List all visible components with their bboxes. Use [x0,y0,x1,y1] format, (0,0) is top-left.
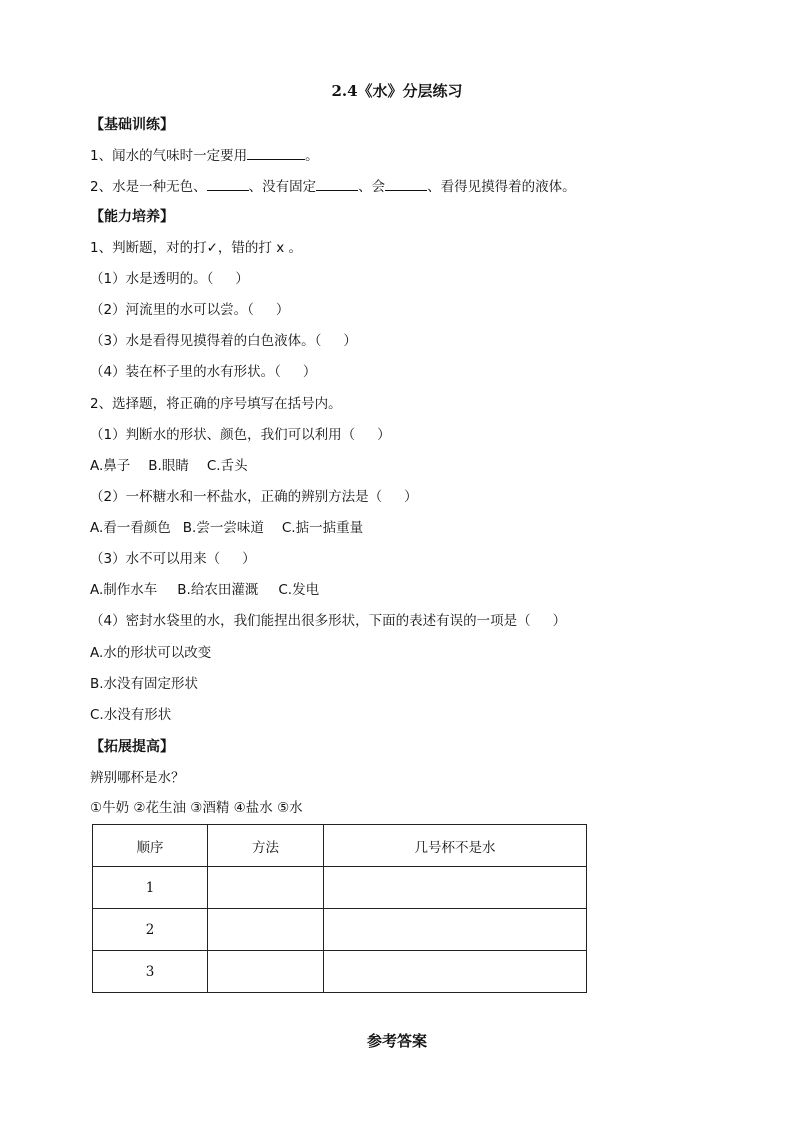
option-b: B.尝一尝味道 [182,520,264,536]
judge-item-2 [90,300,289,320]
choice-intro: 2、选择题，将正确的序号填写在括号内。 [90,396,342,412]
choice-options-2 [90,518,363,538]
option-a: A.制作水车 [90,582,158,598]
table-cell-order: 3 [93,951,208,993]
choice-question-1 [90,425,391,445]
section-heading-ability: 【能力培养】 [90,209,174,225]
table-cell-method[interactable] [208,909,324,951]
table-cell-not-water[interactable] [324,951,587,993]
table-cell-order: 2 [93,909,208,951]
table-header-order: 顺序 [93,825,208,867]
option-b: B.眼睛 [148,458,189,474]
table-row [93,867,587,909]
table-header-method: 方法 [208,825,324,867]
judge-item-1 [90,269,249,289]
table-cell-method[interactable] [208,867,324,909]
paren-close: ） [302,364,317,380]
choice-question-2-text: （2）一杯糖水和一杯盐水，正确的辨别方法是（ [90,489,383,505]
option-c: C.掂一掂重量 [281,520,364,536]
table-cell-method[interactable] [208,951,324,993]
choice-4-option-a: A.水的形状可以改变 [90,645,212,661]
option-a: A.看一看颜色 [90,520,171,536]
basic-question-1 [90,145,319,166]
choice-question-4-text: （4）密封水袋里的水，我们能捏出很多形状，下面的表述有误的一项是（ [90,613,531,629]
table-row [93,951,587,993]
table-header-not-water: 几号杯不是水 [324,825,587,867]
table-cell-order: 1 [93,867,208,909]
page-title: 2.4《水》分层练习 [331,82,463,100]
section-heading-extend: 【拓展提高】 [90,739,174,755]
basic-question-1-text: 1、闻水的气味时一定要用 [90,148,248,164]
basic-question-2-part-d: 、看得见摸得着的液体。 [427,179,576,195]
table-cell-not-water[interactable] [324,909,587,951]
judge-item-1-text: （1）水是透明的。（ [90,271,214,287]
section-heading-basic: 【基础训练】 [90,117,174,133]
table-row [93,909,587,951]
option-c: C.舌头 [206,458,248,474]
choice-4-option-b: B.水没有固定形状 [90,676,199,692]
answer-table [92,824,587,993]
extend-options: ①牛奶 ②花生油 ③酒精 ④盐水 ⑤水 [90,800,303,816]
option-b: B.给农田灌溉 [177,582,259,598]
paren-close: ） [235,271,249,287]
choice-options-1 [90,456,248,476]
paren-close: ） [552,613,567,629]
paren-close: ） [242,551,256,567]
option-a: A.鼻子 [90,458,131,474]
basic-question-2-part-b: 、没有固定 [248,179,317,195]
choice-options-3 [90,580,319,600]
choice-question-1-text: （1）判断水的形状、颜色，我们可以利用（ [90,427,356,443]
basic-question-2-part-c: 、会 [358,179,386,195]
choice-question-4 [90,611,566,631]
answer-blank[interactable] [247,145,305,160]
choice-question-3-text: （3）水不可以用来（ [90,551,221,567]
paren-close: ） [377,427,391,443]
answer-blank[interactable] [207,176,249,191]
table-cell-not-water[interactable] [324,867,587,909]
judge-intro: 1、判断题，对的打✓，错的打 x 。 [90,240,302,256]
paren-close: ） [343,333,357,349]
paren-close: ） [275,302,290,318]
choice-4-option-c: C.水没有形状 [90,707,172,723]
paren-close: ） [404,489,418,505]
choice-question-2 [90,487,418,507]
basic-question-2 [90,176,576,197]
answer-key-title: 参考答案 [366,1032,427,1050]
judge-item-2-text: （2）河流里的水可以尝。（ [90,302,254,318]
judge-item-4-text: （4）装在杯子里的水有形状。（ [90,364,281,380]
basic-question-1-end: 。 [305,148,319,164]
basic-question-2-part-a: 2、水是一种无色、 [90,179,207,195]
answer-blank[interactable] [385,176,427,191]
judge-item-3-text: （3）水是看得见摸得着的白色液体。（ [90,333,322,349]
judge-item-4 [90,362,316,382]
choice-question-3 [90,549,256,569]
answer-blank[interactable] [316,176,358,191]
judge-item-3 [90,331,357,351]
option-c: C.发电 [278,582,320,598]
extend-question: 辨别哪杯是水？ [90,770,185,786]
table-header-row [93,825,587,867]
